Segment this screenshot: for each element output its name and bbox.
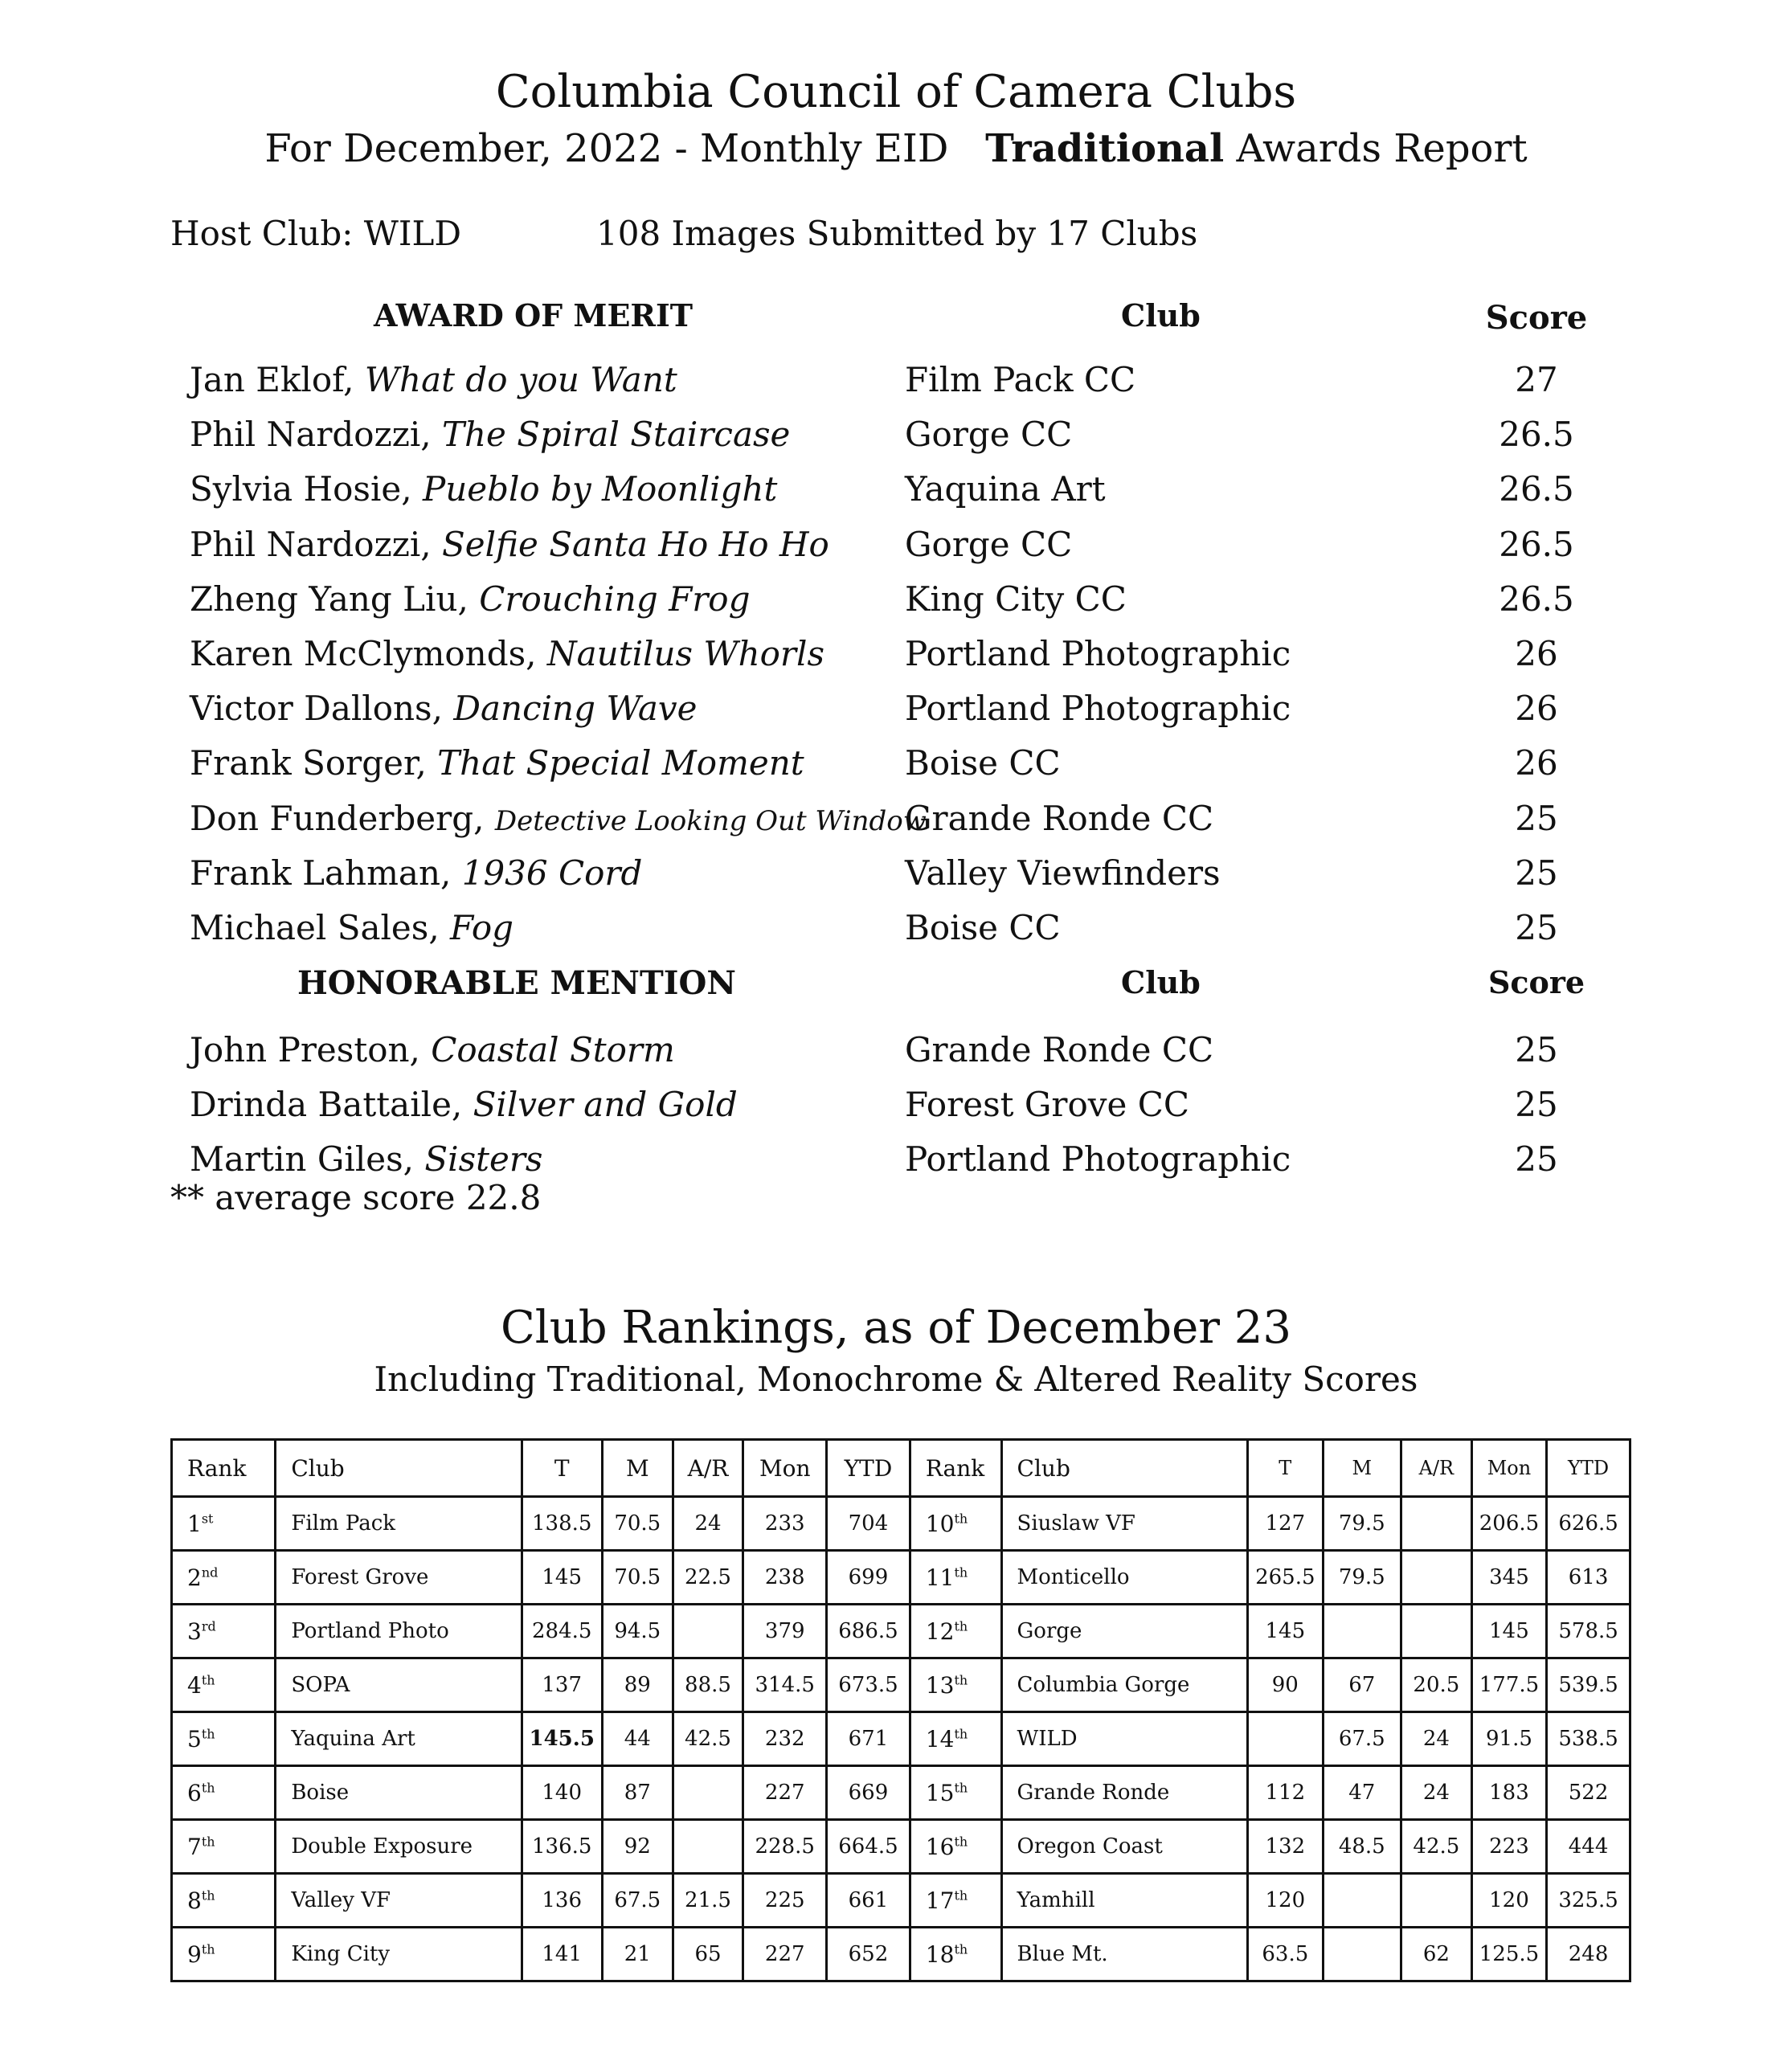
score-cell-mon: 177.5	[1471, 1658, 1546, 1712]
score-cell-ar	[673, 1820, 743, 1874]
rank-cell	[172, 1497, 276, 1551]
score-cell-t: 132	[1248, 1820, 1323, 1874]
column-header: Rank	[910, 1440, 1001, 1497]
honorable-heading: HONORABLE MENTION	[297, 964, 736, 1002]
rank-cell	[172, 1551, 276, 1605]
entry-name-title	[190, 469, 777, 509]
club-name: Forest Grove CC	[905, 1085, 1189, 1124]
score-value: 26	[1515, 743, 1558, 783]
table-row	[172, 1874, 1630, 1928]
photographer-name: Victor Dallons,	[190, 689, 454, 729]
rank-number: 12	[925, 1617, 955, 1645]
rank-cell	[910, 1874, 1001, 1928]
score-value: 25	[1515, 798, 1558, 838]
rank-suffix: th	[954, 1887, 968, 1904]
score-cell-ytd: 671	[827, 1712, 910, 1766]
club-cell: Monticello	[1001, 1551, 1248, 1605]
average-score: ** average score 22.8	[170, 1178, 542, 1217]
score-value: 26.5	[1499, 579, 1574, 619]
score-cell-mon: 225	[743, 1874, 827, 1928]
rankings-table	[170, 1438, 1631, 1982]
score-cell-mon: 227	[743, 1766, 827, 1820]
score-value: 26	[1515, 689, 1558, 729]
club-cell: WILD	[1001, 1712, 1248, 1766]
score-cell-ar: 42.5	[1401, 1820, 1472, 1874]
photographer-name: Michael Sales,	[190, 908, 451, 947]
score-cell-m: 87	[602, 1766, 673, 1820]
score-cell-t: 145	[522, 1551, 602, 1605]
photographer-name: Phil Nardozzi,	[190, 524, 442, 564]
column-header: Mon	[743, 1440, 827, 1497]
host-club: Host Club: WILD	[170, 214, 462, 253]
score-cell-m	[1323, 1605, 1401, 1658]
score-cell-ar: 88.5	[673, 1658, 743, 1712]
column-header: T	[522, 1440, 602, 1497]
score-cell-ytd: 669	[827, 1766, 910, 1820]
score-cell-mon: 379	[743, 1605, 827, 1658]
score-cell-m: 67	[1323, 1658, 1401, 1712]
score-cell-mon: 345	[1471, 1551, 1546, 1605]
score-cell-mon: 223	[1471, 1820, 1546, 1874]
club-cell: Columbia Gorge	[1001, 1658, 1248, 1712]
entry-name-title	[190, 525, 829, 564]
column-header: Club	[276, 1440, 522, 1497]
club-cell: Gorge	[1001, 1605, 1248, 1658]
score-cell-mon: 120	[1471, 1874, 1546, 1928]
score-cell-m: 92	[602, 1820, 673, 1874]
table-row	[172, 1658, 1630, 1712]
rank-number: 14	[925, 1725, 955, 1752]
rank-suffix: th	[201, 1672, 215, 1688]
photographer-name: Martin Giles,	[190, 1139, 425, 1179]
rank-cell	[910, 1712, 1001, 1766]
score-cell-m: 44	[602, 1712, 673, 1766]
score-cell-ar: 24	[1401, 1712, 1472, 1766]
score-cell-ytd: 652	[827, 1928, 910, 1981]
score-cell-t: 120	[1248, 1874, 1323, 1928]
column-header: T	[1248, 1440, 1323, 1497]
score-cell-t: 112	[1248, 1766, 1323, 1820]
club-name: Boise CC	[905, 743, 1061, 783]
image-title: What do you Want	[364, 360, 677, 399]
report-subtitle	[0, 126, 1792, 171]
rank-cell	[910, 1658, 1001, 1712]
table-row	[172, 1712, 1630, 1766]
club-name: Grande Ronde CC	[905, 1030, 1214, 1069]
score-cell-ytd: 538.5	[1547, 1712, 1630, 1766]
score-cell-t: 265.5	[1248, 1551, 1323, 1605]
image-title: The Spiral Staircase	[441, 415, 791, 455]
table-row	[172, 1928, 1630, 1981]
rank-number: 6	[187, 1779, 202, 1806]
rank-suffix: th	[954, 1672, 968, 1688]
club-cell: Grande Ronde	[1001, 1766, 1248, 1820]
club-cell: Siuslaw VF	[1001, 1497, 1248, 1551]
rank-suffix: th	[201, 1726, 215, 1742]
score-cell-ar	[1401, 1551, 1472, 1605]
rank-number: 15	[925, 1779, 955, 1806]
score-cell-t: 136.5	[522, 1820, 602, 1874]
rankings-subtitle: Including Traditional, Monochrome & Altered Reality Scores	[374, 1360, 1418, 1399]
rank-suffix: th	[954, 1618, 968, 1634]
score-cell-m: 67.5	[602, 1874, 673, 1928]
entry-name-title	[190, 1030, 675, 1069]
club-name: Boise CC	[905, 908, 1061, 947]
club-cell: SOPA	[276, 1658, 522, 1712]
club-cell: Yaquina Art	[276, 1712, 522, 1766]
photographer-name: Karen McClymonds,	[190, 634, 547, 673]
subtitle-post: Awards Report	[1236, 126, 1528, 171]
score-cell-t: 136	[522, 1874, 602, 1928]
rank-number: 4	[187, 1671, 202, 1699]
entry-name-title	[190, 1139, 542, 1179]
rank-cell	[910, 1551, 1001, 1605]
score-cell-ytd: 673.5	[827, 1658, 910, 1712]
rank-cell	[172, 1712, 276, 1766]
score-cell-ar: 42.5	[673, 1712, 743, 1766]
table-row	[172, 1766, 1630, 1820]
club-cell: Oregon Coast	[1001, 1820, 1248, 1874]
score-cell-mon: 232	[743, 1712, 827, 1766]
score-cell-ytd: 626.5	[1547, 1497, 1630, 1551]
rank-cell	[172, 1766, 276, 1820]
club-cell: Blue Mt.	[1001, 1928, 1248, 1981]
image-title: Dancing Wave	[453, 689, 698, 729]
column-header: Mon	[1471, 1440, 1546, 1497]
entry-name-title	[190, 360, 677, 399]
score-cell-t: 145.5	[522, 1712, 602, 1766]
score-cell-t: 145	[1248, 1605, 1323, 1658]
club-cell: Film Pack	[276, 1497, 522, 1551]
score-value: 25	[1515, 1085, 1558, 1124]
score-cell-mon: 233	[743, 1497, 827, 1551]
rank-number: 7	[187, 1833, 202, 1860]
score-cell-m: 79.5	[1323, 1551, 1401, 1605]
score-cell-m: 79.5	[1323, 1497, 1401, 1551]
score-cell-t: 63.5	[1248, 1928, 1323, 1981]
photographer-name: John Preston,	[190, 1030, 432, 1069]
rank-number: 9	[187, 1940, 202, 1968]
image-title: Pueblo by Moonlight	[422, 469, 778, 509]
rank-suffix: th	[201, 1780, 215, 1796]
table-row	[172, 1820, 1630, 1874]
score-cell-ytd: 613	[1547, 1551, 1630, 1605]
column-header: M	[1323, 1440, 1401, 1497]
score-cell-ytd: 704	[827, 1497, 910, 1551]
photographer-name: Zheng Yang Liu,	[190, 579, 480, 619]
rank-number: 10	[925, 1510, 955, 1537]
score-cell-ytd: 578.5	[1547, 1605, 1630, 1658]
table-row	[172, 1605, 1630, 1658]
rank-cell	[910, 1605, 1001, 1658]
table-row	[172, 1551, 1630, 1605]
rank-cell	[910, 1497, 1001, 1551]
score-cell-ytd: 444	[1547, 1820, 1630, 1874]
rank-suffix: th	[954, 1780, 968, 1796]
merit-score-heading: Score	[1485, 299, 1588, 337]
score-cell-ar	[673, 1605, 743, 1658]
club-cell: Valley VF	[276, 1874, 522, 1928]
column-header: Rank	[172, 1440, 276, 1497]
score-cell-mon: 145	[1471, 1605, 1546, 1658]
rank-suffix: th	[954, 1511, 968, 1527]
score-cell-ar	[1401, 1874, 1472, 1928]
rank-suffix: th	[954, 1564, 968, 1581]
score-cell-ytd: 325.5	[1547, 1874, 1630, 1928]
score-cell-ar: 20.5	[1401, 1658, 1472, 1712]
rank-suffix: rd	[201, 1618, 216, 1634]
rank-cell	[172, 1820, 276, 1874]
score-cell-mon: 125.5	[1471, 1928, 1546, 1981]
club-name: Gorge CC	[905, 415, 1073, 455]
score-value: 26.5	[1499, 469, 1574, 509]
image-title: Silver and Gold	[473, 1085, 738, 1124]
rank-cell	[172, 1928, 276, 1981]
score-cell-t: 138.5	[522, 1497, 602, 1551]
entry-name-title	[190, 853, 642, 893]
club-cell: Boise	[276, 1766, 522, 1820]
honorable-score-heading: Score	[1487, 964, 1585, 1000]
page-title: Columbia Council of Camera Clubs	[495, 66, 1297, 118]
column-header: Club	[1001, 1440, 1248, 1497]
score-cell-t: 137	[522, 1658, 602, 1712]
rank-number: 1	[187, 1510, 202, 1537]
rank-number: 5	[187, 1725, 202, 1752]
score-cell-mon: 238	[743, 1551, 827, 1605]
subtitle-pre: For December, 2022 - Monthly EID	[264, 126, 949, 171]
club-name: Portland Photographic	[905, 689, 1291, 729]
rank-suffix: st	[201, 1511, 214, 1527]
rank-suffix: th	[201, 1941, 215, 1957]
club-name: Grande Ronde CC	[905, 798, 1214, 838]
image-title: Sisters	[424, 1139, 543, 1179]
club-name: Yaquina Art	[905, 469, 1106, 509]
score-cell-ytd: 686.5	[827, 1605, 910, 1658]
honorable-club-heading: Club	[1121, 964, 1201, 1000]
entry-name-title	[190, 579, 750, 619]
rank-number: 16	[925, 1833, 955, 1860]
photographer-name: Drinda Battaile,	[190, 1085, 473, 1124]
score-cell-mon: 183	[1471, 1766, 1546, 1820]
image-title: Nautilus Whorls	[546, 634, 824, 673]
score-cell-m	[1323, 1874, 1401, 1928]
rankings-title: Club Rankings, as of December 23	[500, 1302, 1292, 1354]
score-cell-m: 70.5	[602, 1551, 673, 1605]
entry-name-title	[190, 415, 790, 454]
entry-name-title	[190, 908, 513, 947]
score-cell-t: 90	[1248, 1658, 1323, 1712]
entry-name-title	[190, 1085, 738, 1124]
score-cell-ytd: 664.5	[827, 1820, 910, 1874]
score-cell-m: 70.5	[602, 1497, 673, 1551]
photographer-name: Sylvia Hosie,	[190, 469, 423, 509]
score-cell-t: 141	[522, 1928, 602, 1981]
photographer-name: Phil Nardozzi,	[190, 415, 442, 455]
score-cell-ar: 62	[1401, 1928, 1472, 1981]
club-name: King City CC	[905, 579, 1127, 619]
photographer-name: Don Funderberg,	[190, 798, 495, 838]
score-value: 25	[1515, 1139, 1558, 1179]
rank-number: 2	[187, 1564, 202, 1591]
score-cell-ar: 21.5	[673, 1874, 743, 1928]
score-cell-mon: 91.5	[1471, 1712, 1546, 1766]
score-cell-ar	[1401, 1605, 1472, 1658]
photographer-name: Frank Lahman,	[190, 853, 462, 893]
column-header: YTD	[1547, 1440, 1630, 1497]
score-cell-ar	[1401, 1497, 1472, 1551]
score-cell-t: 127	[1248, 1497, 1323, 1551]
column-header: YTD	[827, 1440, 910, 1497]
subtitle-bold: Traditional	[985, 126, 1225, 171]
score-cell-t	[1248, 1712, 1323, 1766]
rank-cell	[910, 1928, 1001, 1981]
rank-number: 18	[925, 1940, 955, 1968]
score-cell-ytd: 522	[1547, 1766, 1630, 1820]
score-cell-mon: 314.5	[743, 1658, 827, 1712]
rank-cell	[910, 1766, 1001, 1820]
score-value: 26.5	[1499, 415, 1574, 455]
merit-heading: AWARD OF MERIT	[374, 297, 693, 333]
score-value: 27	[1515, 360, 1558, 399]
image-title: Fog	[450, 908, 514, 947]
rank-number: 3	[187, 1617, 202, 1645]
score-cell-m: 94.5	[602, 1605, 673, 1658]
score-cell-m	[1323, 1928, 1401, 1981]
rank-suffix: th	[954, 1834, 968, 1850]
score-cell-ar: 22.5	[673, 1551, 743, 1605]
entry-name-title	[190, 799, 927, 838]
score-cell-m: 89	[602, 1658, 673, 1712]
entry-name-title	[190, 634, 824, 673]
rank-suffix: th	[201, 1887, 215, 1904]
rank-number: 17	[925, 1887, 955, 1914]
score-value: 25	[1515, 908, 1558, 947]
score-cell-t: 140	[522, 1766, 602, 1820]
column-header: M	[602, 1440, 673, 1497]
score-cell-mon: 206.5	[1471, 1497, 1546, 1551]
rank-suffix: th	[954, 1941, 968, 1957]
rank-suffix: nd	[201, 1564, 219, 1581]
club-cell: King City	[276, 1928, 522, 1981]
club-cell: Portland Photo	[276, 1605, 522, 1658]
rank-cell	[172, 1874, 276, 1928]
rank-number: 11	[925, 1564, 955, 1591]
rank-number: 13	[925, 1671, 955, 1699]
image-title: Coastal Storm	[431, 1030, 675, 1069]
score-cell-m: 47	[1323, 1766, 1401, 1820]
entry-name-title	[190, 689, 697, 728]
club-cell: Yamhill	[1001, 1874, 1248, 1928]
club-name: Portland Photographic	[905, 1139, 1291, 1179]
score-cell-ytd: 539.5	[1547, 1658, 1630, 1712]
image-title: That Special Moment	[437, 743, 804, 783]
rank-suffix: th	[954, 1726, 968, 1742]
image-title: Selfie Santa Ho Ho Ho	[441, 524, 829, 564]
club-name: Film Pack CC	[905, 360, 1136, 399]
rank-cell	[172, 1658, 276, 1712]
score-cell-mon: 227	[743, 1928, 827, 1981]
club-name: Gorge CC	[905, 524, 1073, 564]
score-value: 26	[1515, 634, 1558, 673]
score-value: 25	[1515, 1030, 1558, 1069]
score-cell-ar	[673, 1766, 743, 1820]
score-cell-m: 48.5	[1323, 1820, 1401, 1874]
score-cell-m: 67.5	[1323, 1712, 1401, 1766]
image-title: 1936 Cord	[461, 853, 643, 893]
table-header-row	[172, 1440, 1630, 1497]
score-cell-ar: 24	[1401, 1766, 1472, 1820]
score-cell-t: 284.5	[522, 1605, 602, 1658]
club-cell: Forest Grove	[276, 1551, 522, 1605]
rank-number: 8	[187, 1887, 202, 1914]
score-cell-ar: 65	[673, 1928, 743, 1981]
score-cell-ytd: 661	[827, 1874, 910, 1928]
score-cell-ar: 24	[673, 1497, 743, 1551]
rank-cell	[172, 1605, 276, 1658]
entry-name-title	[190, 743, 804, 783]
image-title: Detective Looking Out Window	[494, 804, 927, 837]
image-title: Crouching Frog	[479, 579, 751, 619]
score-value: 25	[1515, 853, 1558, 893]
images-submitted: 108 Images Submitted by 17 Clubs	[596, 214, 1198, 253]
column-header: A/R	[673, 1440, 743, 1497]
photographer-name: Jan Eklof,	[190, 360, 365, 399]
column-header: A/R	[1401, 1440, 1472, 1497]
rank-suffix: th	[201, 1834, 215, 1850]
score-cell-ytd: 699	[827, 1551, 910, 1605]
club-name: Portland Photographic	[905, 634, 1291, 673]
table-row	[172, 1497, 1630, 1551]
score-value: 26.5	[1499, 524, 1574, 564]
club-cell: Double Exposure	[276, 1820, 522, 1874]
merit-club-heading: Club	[1121, 297, 1201, 333]
photographer-name: Frank Sorger,	[190, 743, 438, 783]
score-cell-ytd: 248	[1547, 1928, 1630, 1981]
rank-cell	[910, 1820, 1001, 1874]
club-name: Valley Viewfinders	[905, 853, 1221, 893]
score-cell-mon: 228.5	[743, 1820, 827, 1874]
score-cell-m: 21	[602, 1928, 673, 1981]
